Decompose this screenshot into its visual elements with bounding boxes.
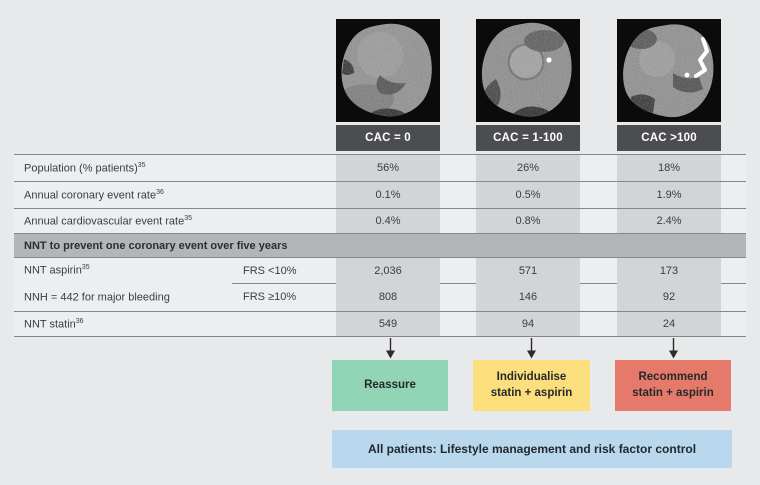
value-cell: 0.4% bbox=[336, 209, 440, 233]
table-row-nnt-aspirin-frs-low bbox=[14, 257, 746, 283]
value-cell: 2,036 bbox=[336, 258, 440, 283]
table-row-nnh-frs-high bbox=[14, 283, 746, 311]
all-patients-banner: All patients: Lifestyle management and risk factor control bbox=[332, 430, 732, 468]
frs-subgroup-label: FRS <10% bbox=[243, 264, 297, 277]
section-header-label: NNT to prevent one coronary event over five years bbox=[24, 239, 288, 252]
ct-scan-image-cac-over-100 bbox=[617, 19, 721, 122]
risk-table bbox=[14, 154, 746, 337]
reference-superscript: 36 bbox=[75, 317, 84, 325]
row-label: Population (% patients)$^{35}$ bbox=[24, 161, 146, 175]
value-cell: 92 bbox=[617, 283, 721, 311]
value-cell: 0.5% bbox=[476, 182, 580, 208]
row-label: Annual cardiovascular event rate$^{35}$ bbox=[24, 214, 193, 228]
value-cell: 808 bbox=[336, 283, 440, 311]
value-cell: 18% bbox=[617, 155, 721, 181]
value-cell: 26% bbox=[476, 155, 580, 181]
reference-superscript: 35 bbox=[137, 161, 146, 169]
recommendation-box-individualise: Individualise statin + aspirin bbox=[473, 360, 590, 411]
reference-superscript: 36 bbox=[156, 188, 164, 196]
column-header-cac-over-100: CAC >100 bbox=[617, 125, 721, 151]
recommendation-box-recommend: Recommend statin + aspirin bbox=[615, 360, 731, 411]
down-arrow-icon bbox=[667, 338, 680, 359]
value-cell: 2.4% bbox=[617, 209, 721, 233]
value-cell: 94 bbox=[476, 312, 580, 336]
recommendation-box-reassure: Reassure bbox=[332, 360, 448, 411]
value-cell: 0.8% bbox=[476, 209, 580, 233]
column-header-cac-1-100: CAC = 1-100 bbox=[476, 125, 580, 151]
down-arrow-icon bbox=[384, 338, 397, 359]
value-cell: 146 bbox=[476, 283, 580, 311]
reference-superscript: 35 bbox=[81, 264, 90, 272]
table-row-nnt-statin bbox=[14, 311, 746, 337]
frs-subgroup-label: FRS ≥10% bbox=[243, 291, 297, 303]
reference-superscript: 35 bbox=[184, 214, 193, 222]
row-label: NNH = 442 for major bleeding bbox=[24, 291, 170, 304]
row-label: NNT aspirin$^{35}$ bbox=[24, 264, 90, 277]
section-header-nnt bbox=[14, 233, 746, 257]
ct-scan-image-cac-0 bbox=[336, 19, 440, 122]
row-label: NNT statin$^{36}$ bbox=[24, 317, 84, 331]
value-cell: 24 bbox=[617, 312, 721, 336]
value-cell: 571 bbox=[476, 258, 580, 283]
value-cell: 173 bbox=[617, 258, 721, 283]
down-arrow-icon bbox=[525, 338, 538, 359]
table-row-coronary-event-rate bbox=[14, 181, 746, 208]
ct-scan-image-cac-1-100 bbox=[476, 19, 580, 122]
value-cell: 0.1% bbox=[336, 182, 440, 208]
value-cell: 1.9% bbox=[617, 182, 721, 208]
column-header-cac-0: CAC = 0 bbox=[336, 125, 440, 151]
value-cell: 549 bbox=[336, 312, 440, 336]
value-cell: 56% bbox=[336, 155, 440, 181]
table-row-cardiovascular-event-rate bbox=[14, 208, 746, 233]
table-row-population bbox=[14, 154, 746, 181]
row-label: Annual coronary event rate$^{36}$ bbox=[24, 188, 164, 202]
